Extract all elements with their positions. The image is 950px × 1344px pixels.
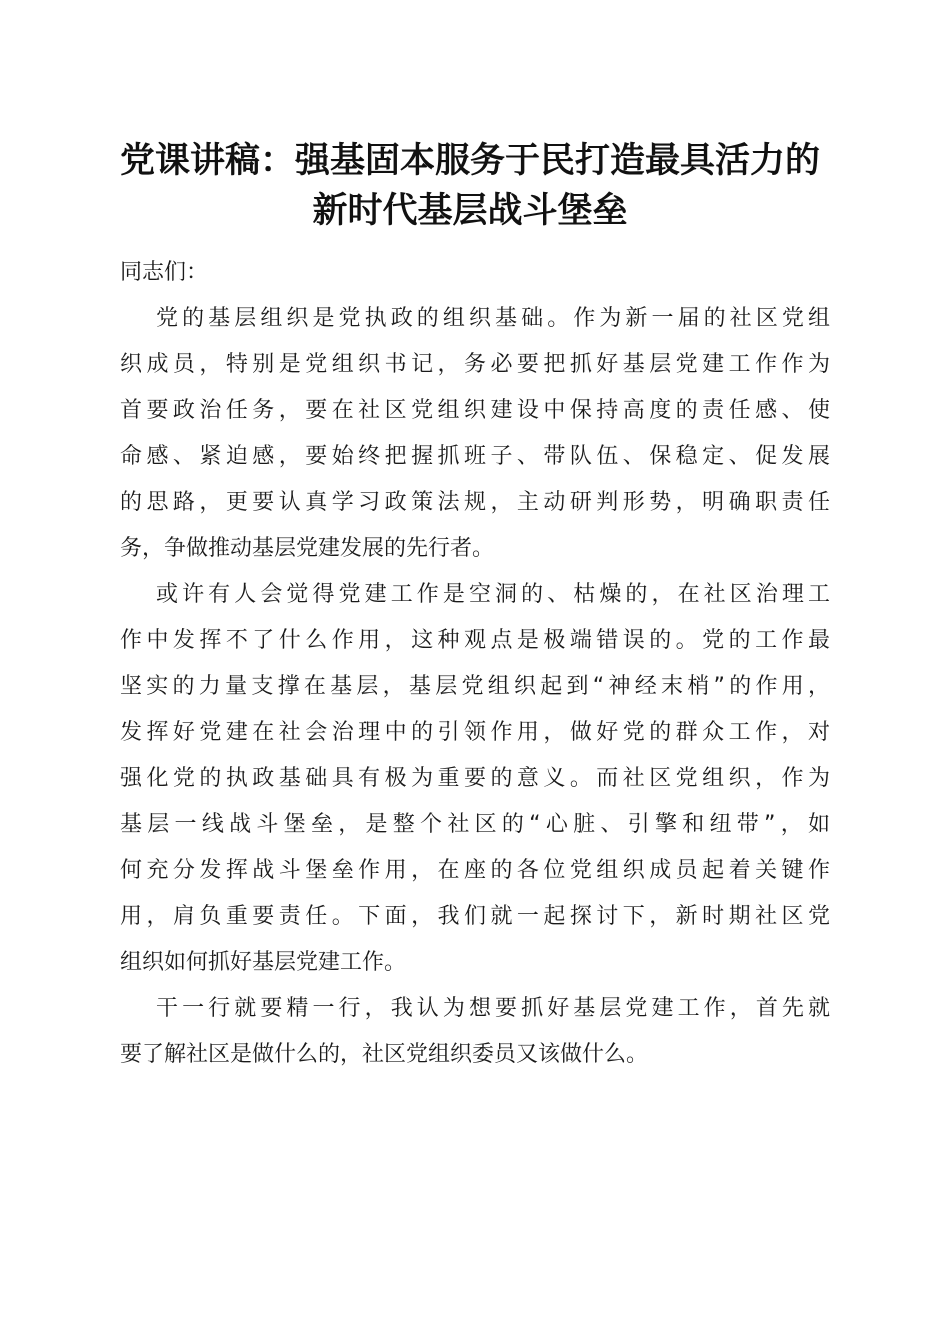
paragraph-line: 要了解社区是做什么的，社区党组织委员又该做什么。 (120, 1042, 649, 1067)
paragraph-2 (120, 572, 830, 986)
paragraph-line: 干一行就要精一行，我认为想要抓好基层党建工作，首先就 (156, 996, 830, 1021)
paragraph-line: 务，争做推动基层党建发展的先行者。 (120, 536, 495, 561)
document-body (120, 250, 830, 1078)
paragraph-line: 或许有人会觉得党建工作是空洞的、枯燥的，在社区治理工 (156, 582, 830, 607)
paragraph-line: 作中发挥不了什么作用，这种观点是极端错误的。党的工作最 (120, 628, 830, 653)
paragraph-line: 命感、紧迫感，要始终把握抓班子、带队伍、保稳定、促发展 (120, 444, 830, 469)
title-line-1: 党课讲稿：强基固本服务于民打造最具活力的 (119, 140, 820, 181)
paragraph-line: 首要政治任务，要在社区党组织建设中保持高度的责任感、使 (120, 398, 830, 423)
paragraph-1 (120, 296, 830, 572)
salutation: 同志们： (120, 260, 209, 285)
paragraph-line: 发挥好党建在社会治理中的引领作用，做好党的群众工作，对 (120, 720, 830, 745)
paragraph-line: 坚实的力量支撑在基层，基层党组织起到“神经末梢”的作用， (120, 674, 831, 699)
paragraph-line: 何充分发挥战斗堡垒作用，在座的各位党组织成员起着关键作 (120, 858, 830, 883)
paragraph-line: 党的基层组织是党执政的组织基础。作为新一届的社区党组 (156, 306, 830, 331)
paragraph-line: 基层一线战斗堡垒，是整个社区的“心脏、引擎和纽带”，如 (120, 812, 830, 837)
paragraph-line: 织成员，特别是党组织书记，务必要把抓好基层党建工作作为 (120, 352, 830, 377)
title-line-2: 新时代基层战斗堡垒 (312, 190, 628, 231)
document-title (100, 136, 840, 236)
paragraph-line: 组织如何抓好基层党建工作。 (120, 950, 407, 975)
paragraph-line: 强化党的执政基础具有极为重要的意义。而社区党组织，作为 (120, 766, 830, 791)
paragraph-3 (120, 986, 830, 1078)
paragraph-line: 的思路，更要认真学习政策法规，主动研判形势，明确职责任 (120, 490, 830, 515)
paragraph-line: 用，肩负重要责任。下面，我们就一起探讨下，新时期社区党 (120, 904, 830, 929)
